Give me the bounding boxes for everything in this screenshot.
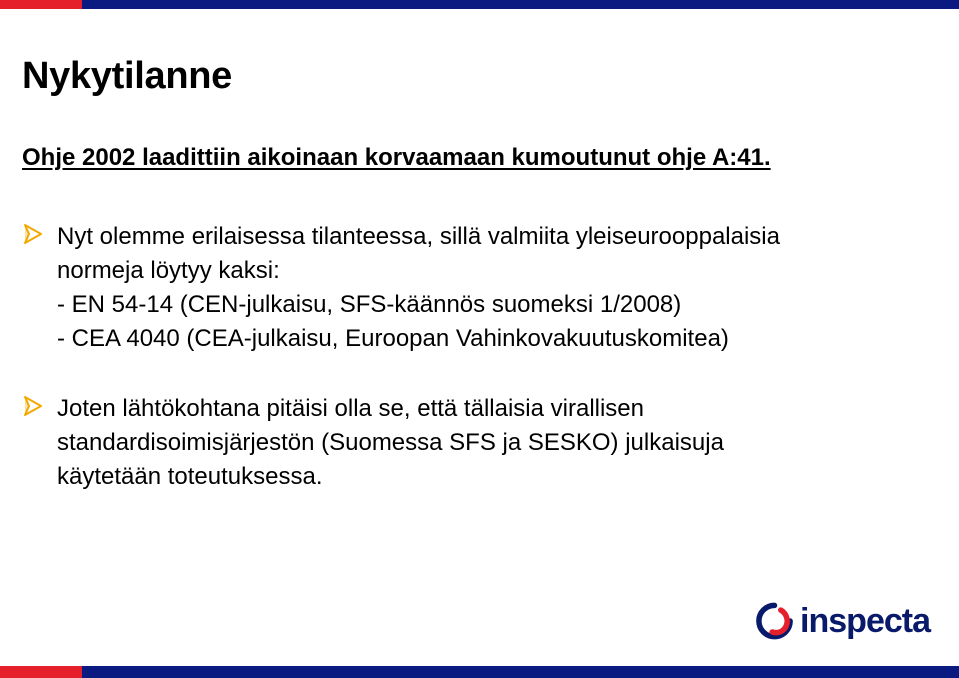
bullet-1-line-1: Nyt olemme erilaisessa tilanteessa, sillä valmiita yleiseurooppalaisia [57, 223, 780, 250]
bullet-1-line-4: - CEA 4040 (CEA-julkaisu, Euroopan Vahinkovakuutuskomitea) [57, 325, 729, 352]
arrow-bullet-icon [22, 395, 44, 417]
bottom-color-bar [0, 666, 959, 678]
top-bar-red-segment [0, 0, 82, 9]
inspecta-swirl-icon [755, 597, 794, 645]
bullet-item-2 [22, 392, 922, 494]
bottom-bar-blue-segment [82, 666, 959, 678]
arrow-bullet-icon [22, 223, 44, 245]
slide-content [22, 220, 922, 494]
bullet-item-1 [22, 220, 922, 356]
top-color-bar [0, 0, 959, 9]
inspecta-logo [755, 596, 930, 646]
bullet-2-line-3: käytetään toteutuksessa. [57, 463, 323, 490]
bullet-spacer [22, 356, 922, 392]
bullet-1-line-2: normeja löytyy kaksi: [57, 257, 280, 284]
bullet-2-line-2: standardisoimisjärjestön (Suomessa SFS ja SESKO) julkaisuja [57, 429, 724, 456]
logo-text: inspecta [800, 601, 930, 640]
slide-title: Nykytilanne [22, 55, 233, 97]
bullet-1-line-3: - EN 54-14 (CEN-julkaisu, SFS-käännös suomeksi 1/2008) [57, 291, 682, 318]
top-bar-blue-segment [82, 0, 959, 9]
slide-subtitle: Ohje 2002 laadittiin aikoinaan korvaamaan kumoutunut ohje A:41. [22, 144, 771, 171]
bullet-2-line-1: Joten lähtökohtana pitäisi olla se, että tällaisia virallisen [57, 395, 645, 422]
bottom-bar-red-segment [0, 666, 82, 678]
